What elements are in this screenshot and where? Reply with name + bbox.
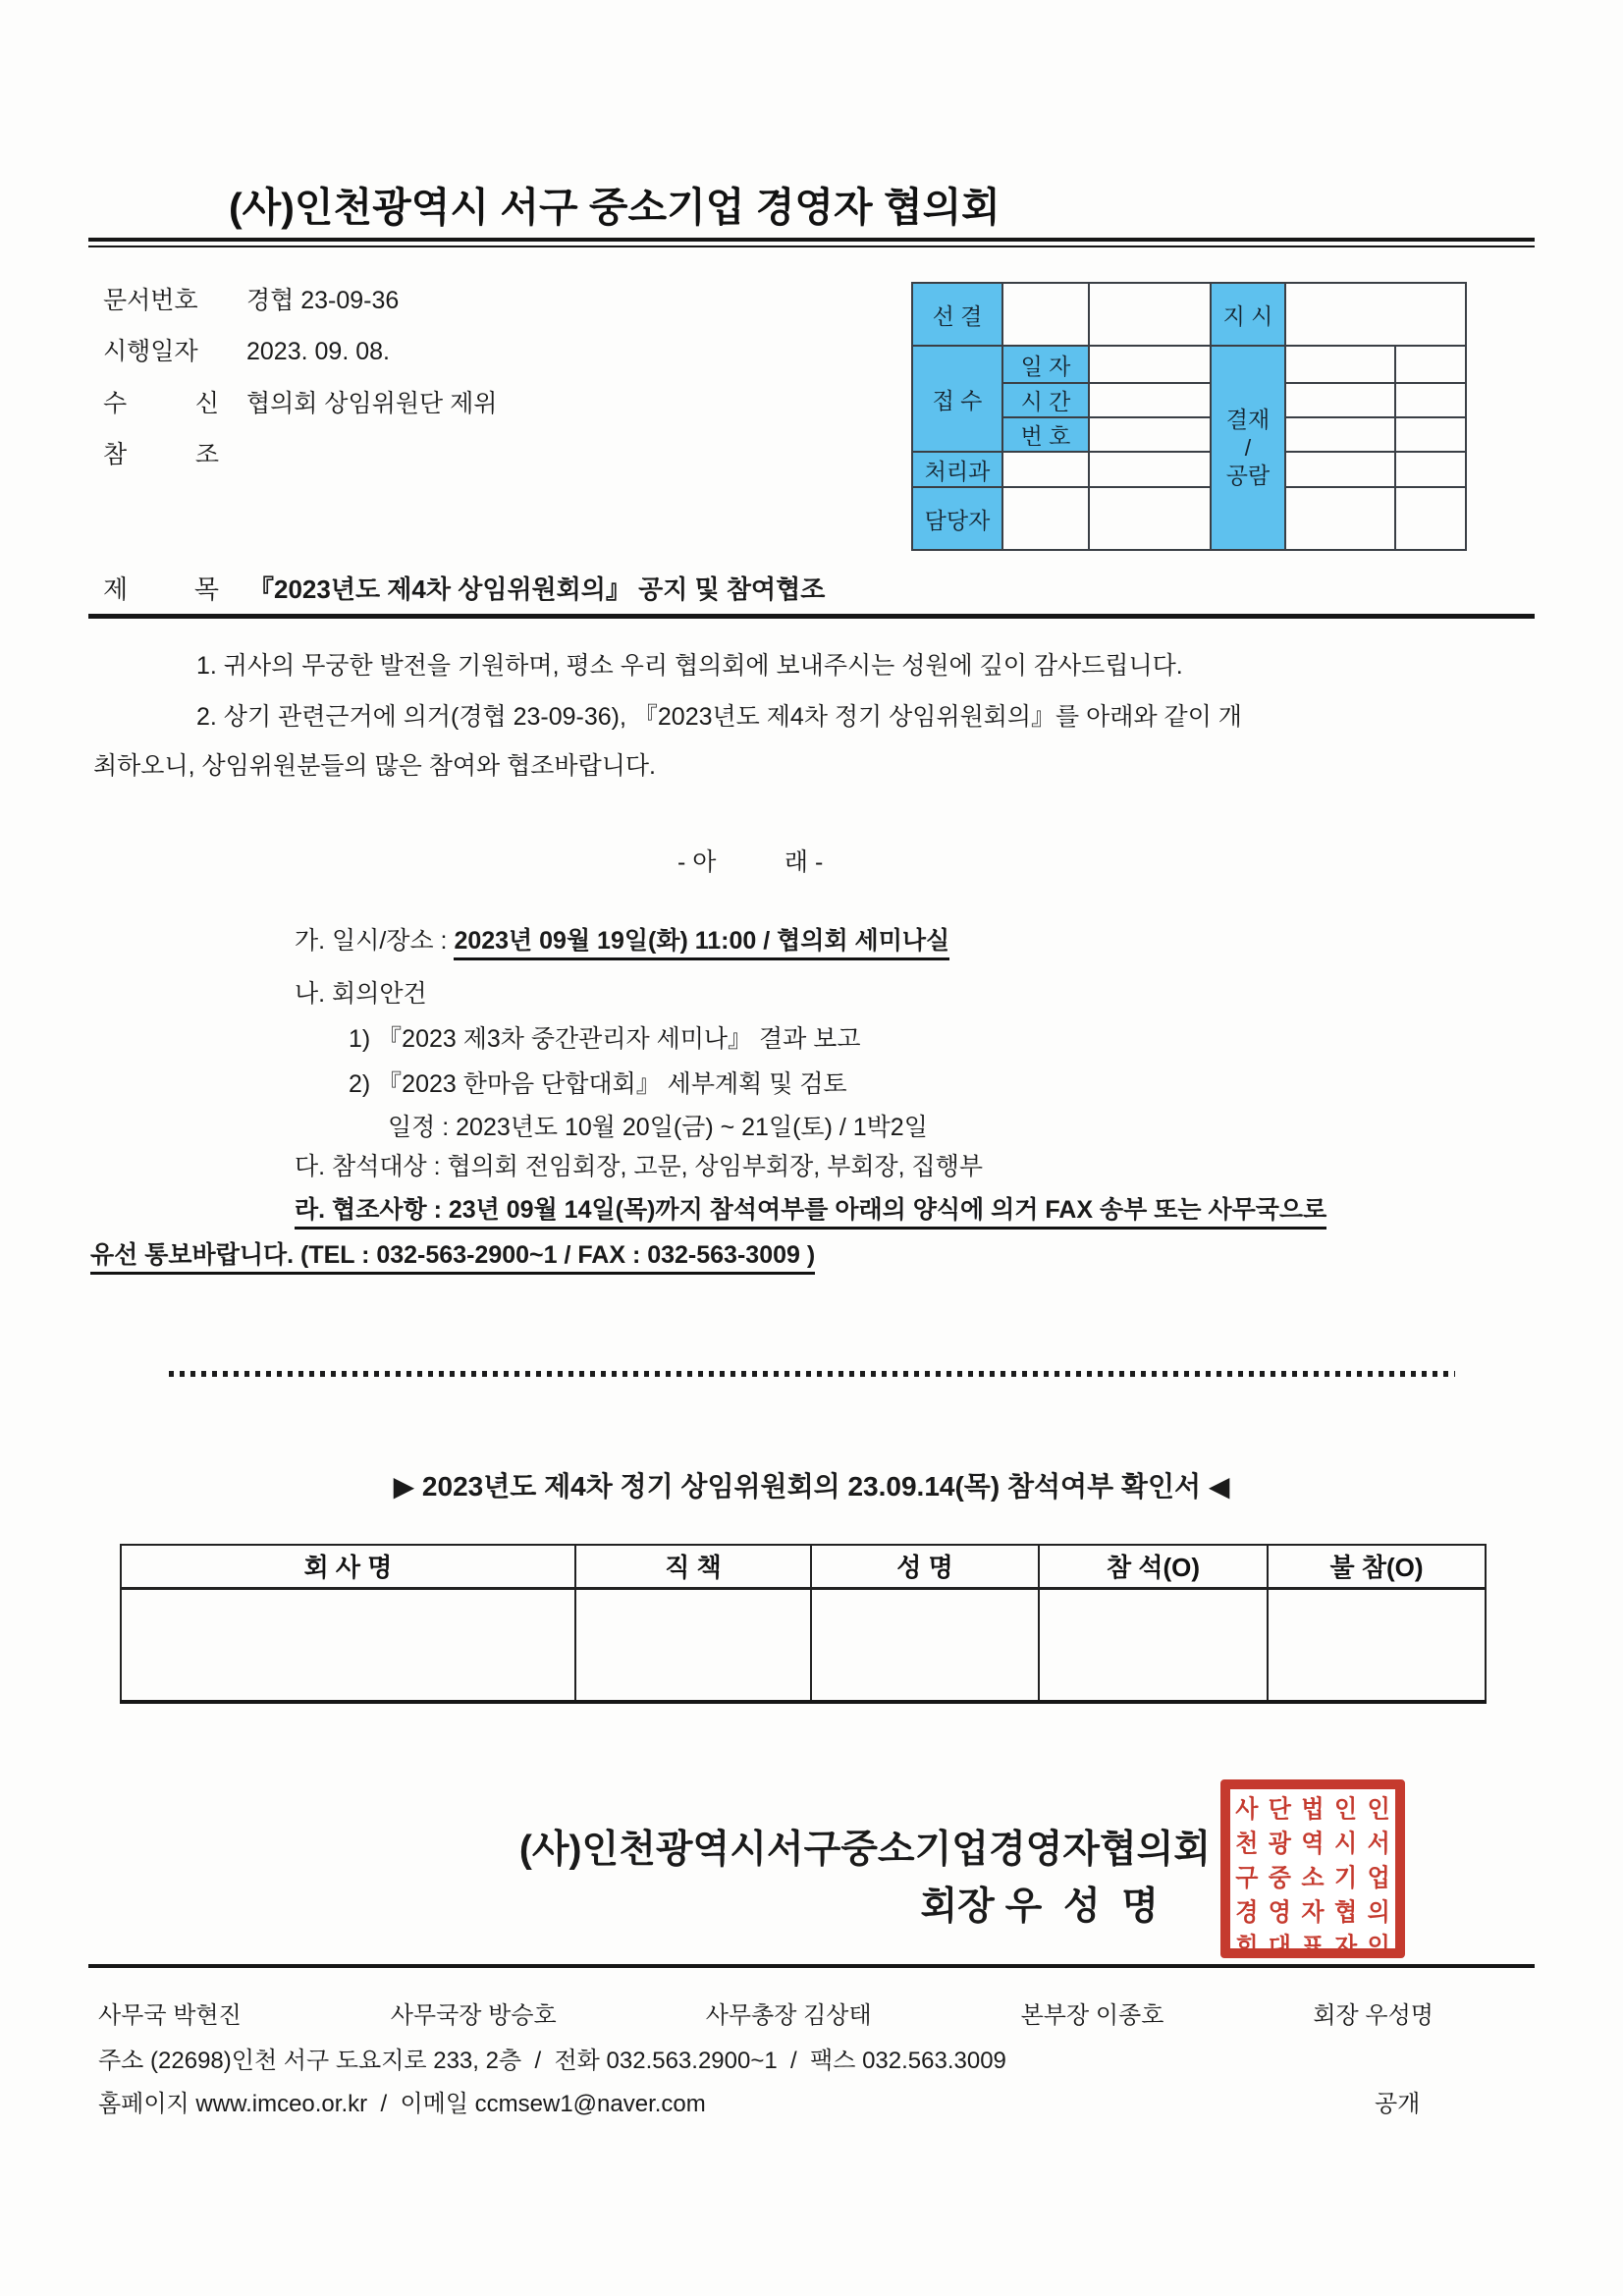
detail-item-ga: [295, 921, 949, 957]
approval-cell-seongyeol: 선 결: [912, 283, 1002, 346]
attendance-empty-cell: [575, 1588, 811, 1702]
detail-item-ga-label: 가. 일시/장소 :: [295, 927, 455, 955]
confirm-heading: ▶ 2023년도 제4차 정기 상임위원회의 23.09.14(목) 참석여부 확인서 ◀: [393, 1471, 1230, 1502]
doc-cc-row: [103, 435, 246, 470]
doc-date-label: 시행일자: [103, 338, 198, 365]
seal-character: 업: [1367, 1865, 1390, 1892]
seal-character: 서: [1367, 1831, 1390, 1858]
seal-character: 자: [1334, 1934, 1358, 1961]
seal-character: 협: [1334, 1899, 1358, 1927]
subject-text: 『2023년도 제4차 상임위원회의』 공지 및 참여협조: [248, 574, 826, 604]
doc-recipient-value: 협의회 상임위원단 제위: [246, 390, 498, 417]
seal-character: 회: [1235, 1934, 1259, 1961]
seal-character: 대: [1268, 1934, 1291, 1961]
approval-cell-ilja: 일 자: [1002, 346, 1089, 383]
approval-empty-cell: [1395, 346, 1466, 383]
seal-character: 의: [1367, 1899, 1390, 1927]
approval-cell-sigan: 시 간: [1002, 383, 1089, 417]
seal-character: 광: [1268, 1831, 1291, 1858]
attendance-empty-cell: [811, 1588, 1039, 1702]
subject-row: [103, 570, 825, 606]
seal-character: 시: [1334, 1831, 1358, 1858]
doc-cc-label: 참 조: [103, 441, 219, 468]
detail-item-ra-line-2-text: 유선 통보바랍니다. (TEL : 032-563-2900~1 / FAX : 032-563-3009 ): [90, 1241, 815, 1275]
seal-character: 경: [1235, 1899, 1259, 1927]
attendance-empty-cell: [1039, 1588, 1268, 1702]
body-paragraph-2-line-2: 최하오니, 상임위원분들의 많은 참여와 협조바랍니다.: [93, 752, 656, 780]
subject-label: 제 목: [103, 574, 219, 604]
footer-web-line: 홈페이지 www.imceo.or.kr / 이메일 ccmsew1@naver.com: [98, 2091, 706, 2117]
footer-staff-division-head: 본부장 이종호: [1020, 2002, 1164, 2029]
seal-character: 소: [1301, 1865, 1325, 1892]
doc-number-value: 경협 23-09-36: [246, 287, 400, 314]
approval-cell-gyeoljae: 결재 / 공람: [1211, 346, 1285, 550]
footer-rule: [88, 1964, 1535, 1968]
seal-character: 인: [1367, 1934, 1390, 1961]
footer-disclosure-label: 공개: [1375, 2091, 1421, 2117]
approval-empty-cell: [1395, 417, 1466, 452]
approval-empty-cell: [1395, 383, 1466, 417]
approval-empty-cell: [1285, 346, 1395, 383]
signature-org-name: (사)인천광역시서구중소기업경영자협의회: [518, 1829, 1211, 1871]
attendance-empty-cell: [121, 1588, 575, 1702]
approval-empty-cell: [1002, 487, 1089, 550]
approval-empty-cell: [1285, 487, 1395, 550]
footer-address-line: 주소 (22698)인천 서구 도요지로 233, 2층 / 전화 032.563.2900~1 / 팩스 032.563.3009: [98, 2048, 1006, 2074]
page-title: (사)인천광역시 서구 중소기업 경영자 협의회: [229, 185, 1001, 230]
dotted-cut-line: [169, 1371, 1455, 1377]
footer-staff-office: 사무국 박현진: [98, 2002, 242, 2029]
detail-item-2-schedule: 일정 : 2023년도 10월 20일(금) ~ 21일(토) / 1박2일: [388, 1114, 928, 1141]
signature-chairman: 회장 우 성 명: [920, 1886, 1159, 1928]
doc-recipient-label: 수 신: [103, 390, 219, 417]
seal-character: 역: [1301, 1831, 1325, 1858]
attendance-table: [120, 1544, 1487, 1704]
doc-number-label: 문서번호: [103, 287, 198, 314]
doc-recipient-row: [103, 384, 497, 419]
doc-date-row: [103, 332, 390, 367]
detail-item-ra-line-2: [90, 1235, 815, 1271]
seal-character: 단: [1268, 1796, 1291, 1824]
approval-empty-cell: [1089, 417, 1211, 452]
approval-empty-cell: [1285, 417, 1395, 452]
seal-character: 중: [1268, 1865, 1291, 1892]
approval-empty-cell: [1395, 452, 1466, 487]
attendance-col-name: 성 명: [811, 1545, 1039, 1588]
approval-empty-cell: [1089, 383, 1211, 417]
below-marker: - 아 래 -: [677, 848, 824, 876]
seal-character: 법: [1301, 1796, 1325, 1824]
doc-number-row: [103, 281, 399, 316]
approval-cell-beonho: 번 호: [1002, 417, 1089, 452]
approval-empty-cell: [1285, 383, 1395, 417]
detail-item-da: 다. 참석대상 : 협의회 전임회장, 고문, 상임부회장, 부회장, 집행부: [295, 1153, 983, 1180]
official-seal: [1220, 1779, 1405, 1961]
approval-empty-cell: [1089, 487, 1211, 550]
body-paragraph-2-line-1: 2. 상기 관련근거에 의거(경협 23-09-36), 『2023년도 제4차 정기 상임위원회의』를 아래와 같이 개: [196, 703, 1242, 731]
seal-character: 천: [1235, 1831, 1259, 1858]
header-double-rule: [88, 238, 1535, 247]
seal-character: 자: [1301, 1899, 1325, 1927]
footer-staff-office-chief: 사무국장 방승호: [390, 2002, 557, 2029]
detail-item-na: 나. 회의안건: [295, 980, 427, 1008]
attendance-col-attend: 참 석(O): [1039, 1545, 1268, 1588]
seal-character: 기: [1334, 1865, 1358, 1892]
detail-item-ga-value: 2023년 09월 19일(화) 11:00 / 협의회 세미나실: [454, 927, 949, 960]
approval-empty-cell: [1089, 452, 1211, 487]
subject-rule: [88, 614, 1535, 619]
body-paragraph-1: 1. 귀사의 무궁한 발전을 기원하며, 평소 우리 협의회에 보내주시는 성원에 깊이 감사드립니다.: [196, 652, 1183, 680]
approval-empty-cell: [1395, 487, 1466, 550]
detail-item-1: 1) 『2023 제3차 중간관리자 세미나』 결과 보고: [349, 1025, 861, 1053]
seal-character: 인: [1334, 1796, 1358, 1824]
approval-empty-cell: [1002, 452, 1089, 487]
doc-date-value: 2023. 09. 08.: [246, 338, 390, 365]
seal-character: 구: [1235, 1865, 1259, 1892]
approval-cell-jeopsu: 접 수: [912, 346, 1002, 452]
approval-table: [911, 282, 1467, 551]
seal-character: 표: [1301, 1934, 1325, 1961]
approval-cell-damdangja: 담당자: [912, 487, 1002, 550]
seal-character: 영: [1268, 1899, 1291, 1927]
attendance-col-position: 직 책: [575, 1545, 811, 1588]
approval-cell-jisi: 지 시: [1211, 283, 1285, 346]
attendance-col-absent: 불 참(O): [1268, 1545, 1486, 1588]
approval-empty-cell: [1285, 283, 1466, 346]
approval-empty-cell: [1285, 452, 1395, 487]
footer-staff-chairman: 회장 우성명: [1313, 2002, 1434, 2029]
approval-empty-cell: [1002, 283, 1089, 346]
seal-character: 사: [1235, 1796, 1259, 1824]
footer-staff-row: [98, 1995, 1434, 2030]
approval-cell-cheoriwa: 처리과: [912, 452, 1002, 487]
detail-item-ra-line-1: [295, 1190, 1326, 1226]
seal-character: 인: [1367, 1796, 1390, 1824]
attendance-col-company: 회 사 명: [121, 1545, 575, 1588]
detail-item-ra-line-1-text: 라. 협조사항 : 23년 09월 14일(목)까지 참석여부를 아래의 양식에 의거 FAX 송부 또는 사무국으로: [295, 1196, 1326, 1230]
attendance-empty-cell: [1268, 1588, 1486, 1702]
approval-empty-cell: [1089, 346, 1211, 383]
footer-staff-secretary-general: 사무총장 김상태: [705, 2002, 872, 2029]
detail-item-2: 2) 『2023 한마음 단합대회』 세부계획 및 검토: [349, 1070, 847, 1098]
approval-empty-cell: [1089, 283, 1211, 346]
